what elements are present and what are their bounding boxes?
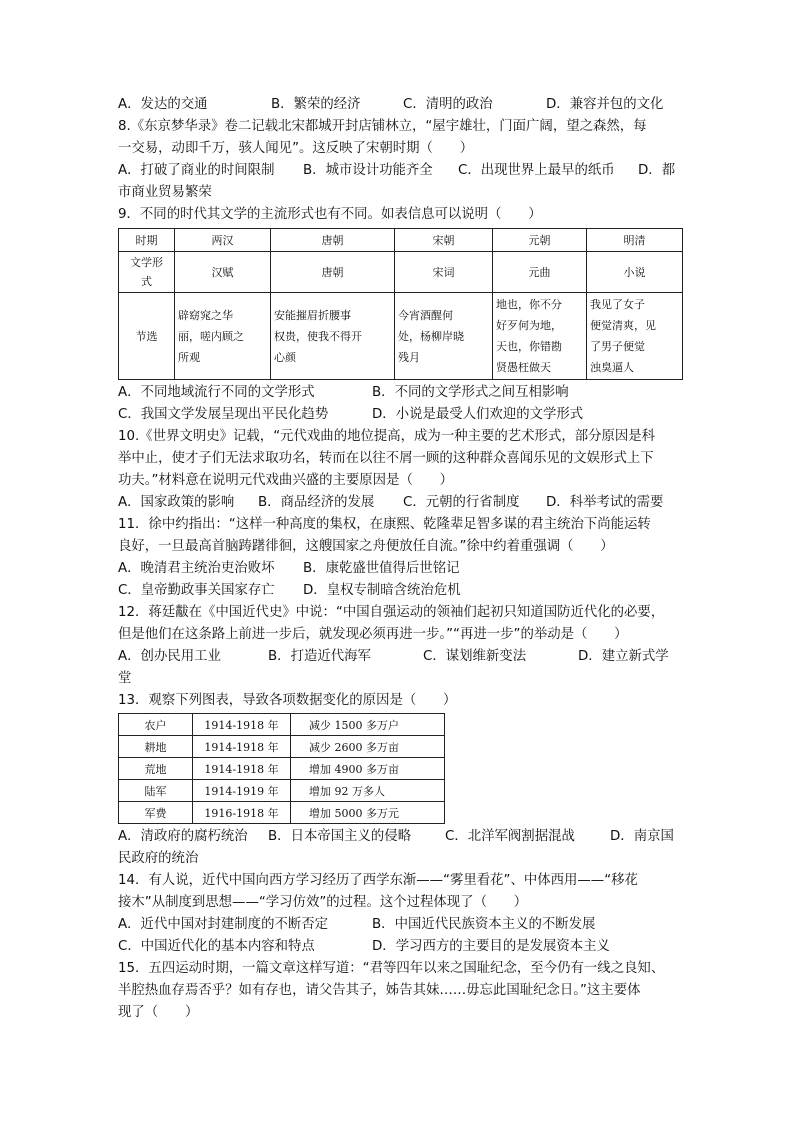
q10-option-a: A．国家政策的影响	[118, 495, 235, 510]
q7-option-b: B．繁荣的经济	[271, 97, 361, 112]
q12-stem-line: 但是他们在这条路上前进一步后，就发现必须再进一步。”“再进一步”的举动是（ ）	[118, 627, 628, 642]
q12-options	[118, 646, 680, 668]
table-header-cell: 唐朝	[271, 229, 395, 252]
table-row	[119, 736, 445, 758]
q14-option-d: D．学习西方的主要目的是发展资本主义	[372, 939, 610, 954]
literature-table	[118, 228, 683, 380]
q12-stem-line: 12．蒋廷黻在《中国近代史》中说：“中国自强运动的领袖们起初只知道国防近代化的必要，	[118, 605, 665, 620]
table-cell: 增加 5000 多万元	[291, 802, 445, 824]
table-row	[119, 229, 683, 252]
table-cell: 汉赋	[175, 252, 271, 293]
q13-options	[118, 826, 680, 848]
q7-option-a: A．发达的交通	[118, 97, 208, 112]
q15-stem-line: 半腔热血存焉否乎？如有存也，请父告其子，姊告其妹……毋忘此国耻纪念日。”这主要体	[118, 983, 641, 998]
q14-options	[118, 936, 680, 958]
q14-option-c: C．中国近代化的基本内容和特点	[118, 939, 315, 954]
table-row	[119, 780, 445, 802]
table-cell: 1916-1918 年	[193, 802, 291, 824]
table-cell: 减少 2600 多万亩	[291, 736, 445, 758]
q11-options	[118, 580, 680, 602]
q9-stem: 9．不同的时代其文学的主流形式也有不同。如表信息可以说明（ ）	[118, 207, 542, 222]
statistics-table	[118, 713, 445, 824]
q13-option-c: C．北洋军阀割据混战	[445, 829, 575, 844]
q10-stem-line: 功夫。”材料意在说明元代戏曲兴盛的主要原因是（ ）	[118, 473, 454, 488]
q12-option-b: B．打造近代海军	[268, 649, 371, 664]
q8-option-c: C．出现世界上最早的纸币	[458, 163, 615, 178]
q12-option-a: A．创办民用工业	[118, 649, 221, 664]
table-row	[119, 758, 445, 780]
q8-options	[118, 160, 680, 182]
q9-option-d: D．小说是最受人们欢迎的文学形式	[372, 407, 584, 422]
table-cell: 今宵酒醒何 处，杨柳岸晓 残月	[395, 293, 493, 380]
table-header-cell: 宋朝	[395, 229, 493, 252]
q14-stem-line: 14．有人说，近代中国向西方学习经历了西学东渐——“雾里看花”、中体西用——“移花	[118, 873, 638, 888]
q8-option-b: B．城市设计功能齐全	[303, 163, 433, 178]
q11-option-b: B．康乾盛世值得后世铭记	[303, 561, 460, 576]
q9-option-b: B．不同的文学形式之间互相影响	[372, 385, 569, 400]
q8-option-d-tail: 市商业贸易繁荣	[118, 185, 212, 200]
table-cell: 我见了女子 便觉清爽，见 了男子便觉 浊臭逼人	[587, 293, 683, 380]
table-row-label: 节选	[119, 293, 175, 380]
exam-page	[118, 94, 680, 1024]
table-cell: 辟窈窕之华 丽，嗟内顾之 所观	[175, 293, 271, 380]
q10-stem-line: 10.《世界文明史》记载，“元代戏曲的地位提高，成为一种主要的艺术形式，部分原因是科	[118, 429, 656, 444]
table-cell: 增加 92 万多人	[291, 780, 445, 802]
q10-options	[118, 492, 680, 514]
table-cell: 1914-1918 年	[193, 758, 291, 780]
table-cell: 减少 1500 多万户	[291, 714, 445, 736]
table-cell: 1914-1918 年	[193, 736, 291, 758]
table-cell: 1914-1919 年	[193, 780, 291, 802]
q13-option-d: D．南京国	[610, 829, 674, 844]
table-cell: 元曲	[493, 252, 587, 293]
q11-options	[118, 558, 680, 580]
q8-stem-line: 8.《东京梦华录》卷二记载北宋都城开封店铺林立，“屋宇雄壮，门面广阔，望之森然，每	[118, 119, 647, 134]
table-header-cell: 明清	[587, 229, 683, 252]
q10-option-d: D．科举考试的需要	[546, 495, 664, 510]
q14-option-b: B．中国近代民族资本主义的不断发展	[372, 917, 596, 932]
q11-option-c: C．皇帝勤政事关国家存亡	[118, 583, 275, 598]
q12-option-c: C．谋划维新变法	[423, 649, 527, 664]
table-cell: 增加 4900 多万亩	[291, 758, 445, 780]
q11-option-d: D．皇权专制暗含统治危机	[303, 583, 461, 598]
table-cell: 陆军	[119, 780, 193, 802]
table-row-label: 文学形 式	[119, 252, 175, 293]
q10-stem-line: 举中止，使才子们无法求取功名，转而在以往不屑一顾的这种群众喜闻乐见的文娱形式上下	[118, 451, 654, 466]
table-cell: 地也，你不分 好歹何为地， 天也，你错勘 贤愚枉做天	[493, 293, 587, 380]
table-cell: 荒地	[119, 758, 193, 780]
table-cell: 小说	[587, 252, 683, 293]
table-cell: 耕地	[119, 736, 193, 758]
q12-option-d: D．建立新式学	[578, 649, 669, 664]
table-row	[119, 293, 683, 380]
table-row	[119, 252, 683, 293]
q13-option-a: A．清政府的腐朽统治	[118, 829, 248, 844]
q8-option-d: D．都	[638, 163, 676, 178]
q7-option-d: D．兼容并包的文化	[546, 97, 664, 112]
table-cell: 农户	[119, 714, 193, 736]
q11-stem-line: 良好，一旦最高首脑踌躇徘徊，这艘国家之舟便放任自流。”徐中约着重强调（ ）	[118, 539, 614, 554]
q9-options	[118, 404, 680, 426]
q8-stem-line: 一交易，动即千万，骇人闻见”。这反映了宋朝时期（ ）	[118, 141, 474, 156]
q10-option-c: C．元朝的行省制度	[403, 495, 520, 510]
q10-option-b: B．商品经济的发展	[258, 495, 375, 510]
q14-stem-line: 接木”从制度到思想——“学习仿效”的过程。这个过程体现了（ ）	[118, 895, 528, 910]
q8-option-a: A．打破了商业的时间限制	[118, 163, 275, 178]
q15-stem-line: 15．五四运动时期，一篇文章这样写道：“君等四年以来之国耻纪念，至今仍有一线之良知、	[118, 961, 665, 976]
table-cell: 1914-1918 年	[193, 714, 291, 736]
q15-stem-line: 现了（ ）	[118, 1005, 199, 1020]
table-cell: 安能摧眉折腰事 权贵，使我不得开 心颜	[271, 293, 395, 380]
q11-option-a: A．晚清君主统治吏治败坏	[118, 561, 275, 576]
table-header-cell: 两汉	[175, 229, 271, 252]
q7-option-c: C．清明的政治	[403, 97, 493, 112]
table-cell: 唐朝	[271, 252, 395, 293]
q11-stem-line: 11．徐中约指出：“这样一种高度的集权，在康熙、乾隆辈足智多谋的君主统治下尚能运转	[118, 517, 651, 532]
table-row	[119, 714, 445, 736]
table-cell: 军费	[119, 802, 193, 824]
q14-options	[118, 914, 680, 936]
q12-option-d-tail: 堂	[118, 671, 132, 686]
table-header-cell: 元朝	[493, 229, 587, 252]
q13-option-d-tail: 民政府的统治	[118, 851, 199, 866]
q9-option-a: A．不同地域流行不同的文学形式	[118, 385, 315, 400]
q13-option-b: B．日本帝国主义的侵略	[268, 829, 412, 844]
table-cell: 宋词	[395, 252, 493, 293]
q13-stem: 13．观察下列图表，导致各项数据变化的原因是（ ）	[118, 693, 457, 708]
table-row	[119, 802, 445, 824]
q9-option-c: C．我国文学发展呈现出平民化趋势	[118, 407, 329, 422]
q14-option-a: A．近代中国对封建制度的不断否定	[118, 917, 329, 932]
table-header-cell: 时期	[119, 229, 175, 252]
q7-options	[118, 94, 680, 116]
q9-options	[118, 382, 680, 404]
